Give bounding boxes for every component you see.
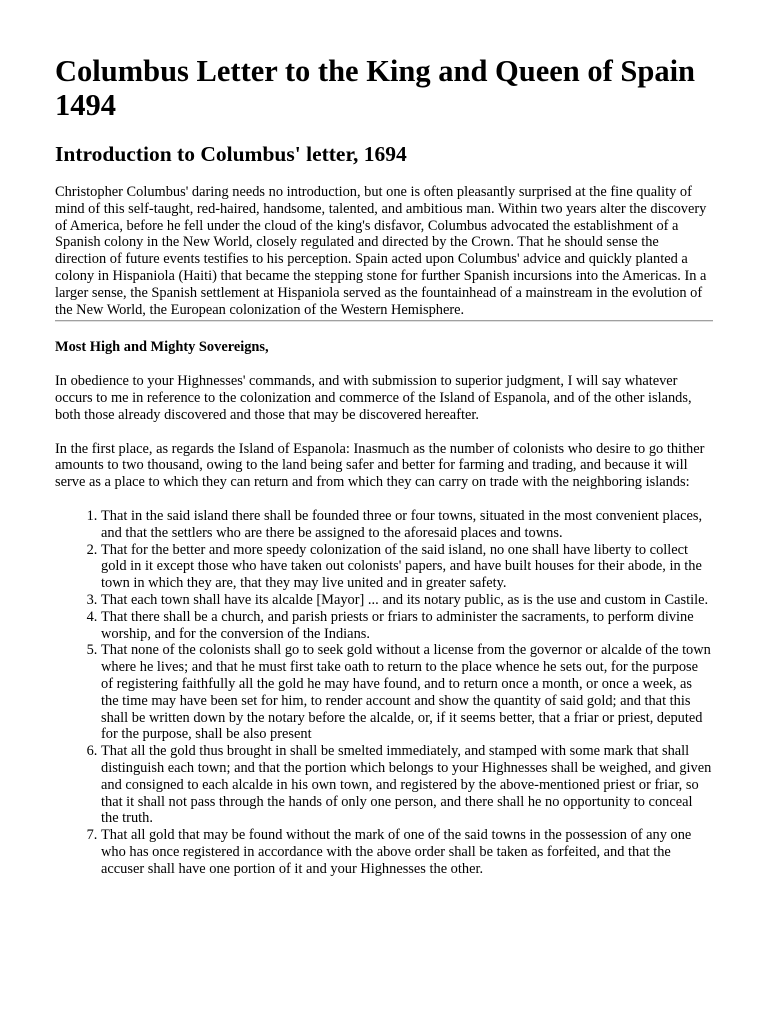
page-title: Columbus Letter to the King and Queen of Spain 1494 [55,54,696,122]
list-item: 5. That none of the colonists shall go to seek gold without a license from the governor or alcalde of the town where he lives; and that he must first take oath to return to the place whence he sets out, for the purpose of registering faithfully all the gold he may have found, and to return once a month, or once a week, as the time may have been set for him, to render account and show the quantity of said gold; and that this shall be written down by the notary before the alcalde, or, if it seems better, that a friar or priest, deputed for the purpose, shall be also present [101,642,713,743]
intro-paragraph: Christopher Columbus' daring needs no introduction, but one is often pleasantly surprised at the fine quality of mind of this self-taught, red-haired, handsome, talented, and ambitious man. Within two years alter the discovery of America, before he fell under the cloud of the king's disfavor, Columbus advocated the establishment of a Spanish colony in the New World, closely regulated and directed by the Crown. That he should sense the direction of future events testifies to his perception. Spain acted upon Columbus' advice and quickly planted a colony in Hispaniola (Haiti) that became the stepping stone for further Spanish incursions into the Americas. In a larger sense, the Spanish settlement at Hispaniola served as the fountainhead of a mainstream in the evolution of the New World, the European colonization of the Western Hemisphere. [55,184,707,318]
list-item: 2. That for the better and more speedy colonization of the said island, no one shall have liberty to collect gold in it except those who have taken out colonists' papers, and have built houses for their abode, in the town in which they are, that they may live united and in greater safety. [101,542,713,592]
horizontal-divider [55,320,713,322]
letter-paragraph-1: In obedience to your Highnesses' commands, and with submission to superior judgment, I will say whatever occurs to me in reference to the colonization and commerce of the Island of Espanola, and of the other islands, both those already discovered and those that may be discovered hereafter. [55,373,692,423]
ordinance-list [55,508,713,878]
section-heading: Introduction to Columbus' letter, 1694 [55,142,407,166]
list-item: 7. That all gold that may be found without the mark of one of the said towns in the possession of any one who has once registered in accordance with the above order shall be taken as forfeited, and that the accuser shall have one portion of it and your Highnesses the other. [101,827,713,877]
list-item: 1. That in the said island there shall be founded three or four towns, situated in the most convenient places, and that the settlers who are there be assigned to the aforesaid places and towns. [101,508,713,542]
letter-salutation: Most High and Mighty Sovereigns, [55,339,269,356]
list-item: 6. That all the gold thus brought in shall be smelted immediately, and stamped with some mark that shall distinguish each town; and that the portion which belongs to your Highnesses shall be weighed, and given and consigned to each alcalde in his own town, and registered by the above-mentioned priest or friar, so that it shall not pass through the hands of only one person, and there shall he no opportunity to conceal the truth. [101,743,713,827]
list-item: 3. That each town shall have its alcalde [Mayor] ... and its notary public, as is the use and custom in Castile. [101,592,713,609]
list-item: 4. That there shall be a church, and parish priests or friars to administer the sacraments, to perform divine worship, and for the conversion of the Indians. [101,609,713,643]
letter-paragraph-2: In the first place, as regards the Island of Espanola: Inasmuch as the number of colonists who desire to go thither amounts to two thousand, owing to the land being safer and better for farming and trading, and because it will serve as a place to which they can return and from which they can carry on trade with the neighboring islands: [55,440,705,491]
